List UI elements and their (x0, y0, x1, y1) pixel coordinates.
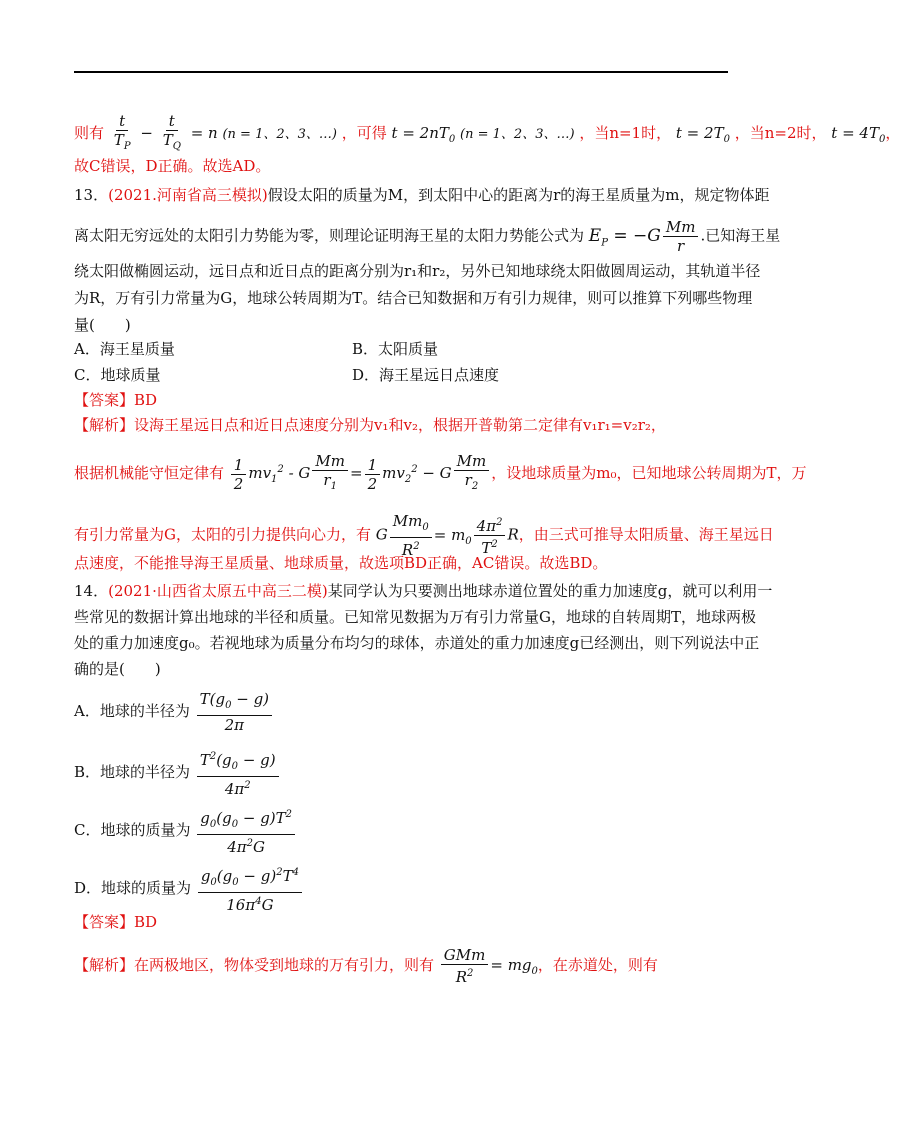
term-g: G (375, 525, 388, 544)
eq-mg0: = $mg_0$ (490, 956, 538, 977)
option-label: A．地球的半径为 (74, 702, 190, 720)
formula-a: $\frac{T(g_0 - g)}{2\pi}$ (197, 690, 272, 734)
q13-option-a[interactable]: A．海王星质量 (74, 340, 175, 358)
fraction-mm-r1: $\frac{Mm}{r_1}$ (312, 452, 348, 496)
continuation-line-2: 故C错误，D正确。故选AD。 (74, 157, 271, 175)
formula-d: $\frac{g_0(g_0 - g)^2T^4}{16\pi^4G}$ (198, 864, 302, 914)
question-source: (2021·山西省太原五中高三二模) (108, 582, 328, 600)
q14-option-c[interactable] (74, 806, 734, 856)
header-rule (74, 71, 728, 73)
q14-option-b[interactable] (74, 748, 734, 798)
fraction-half: $\frac{1}{2}$ (365, 456, 381, 493)
q14-line-2: 些常见的数据计算出地球的半径和质量。已知常见数据为万有引力常量G，地球的自转周期T，地球两极 (74, 608, 756, 626)
q13-line-3: 绕太阳做椭圆运动，远日点和近日点的距离分别为r₁和r₂，另外已知地球绕太阳做圆周运动，其轨道半径 (74, 262, 761, 280)
option-label: D．地球的质量为 (74, 879, 192, 897)
q13-line-1 (74, 184, 770, 206)
eq-n: = n (190, 124, 218, 142)
q13-analysis-4: 点速度，不能推导海王星质量、地球质量，故选项BD正确，AC错误。故选BD。 (74, 554, 608, 572)
q13-option-b[interactable]: B．太阳质量 (352, 340, 439, 358)
q14-analysis (74, 946, 734, 986)
option-label: C．地球的质量为 (74, 821, 191, 839)
q14-answer: 【答案】BD (74, 913, 158, 931)
text: 根据机械能守恒定律有 (74, 464, 225, 482)
n-range: (n = 1、2、3、…) (222, 127, 337, 142)
text: 离太阳无穷远处的太阳引力势能为零，则理论证明海王星的太阳力势能公式为 (74, 226, 585, 245)
q13-line-5: 量( ) (74, 316, 131, 334)
text: 假设太阳的质量为M，到太阳中心的距离为r的海王星质量为m，规定物体距 (267, 186, 770, 204)
eq-t-2t0: $t = 2T_0$ (675, 124, 730, 145)
eq-t-2nt0: $t = 2nT_0$ (391, 124, 456, 145)
question-source: (2021.河南省高三模拟) (108, 186, 268, 204)
q13-answer: 【答案】BD (74, 391, 158, 409)
q13-analysis-2 (74, 452, 807, 496)
text: 则有 (74, 124, 105, 142)
fraction-mm-r2: $\frac{Mm}{r_2}$ (454, 452, 490, 496)
term: $mv_1^2$ - G (248, 464, 311, 485)
fraction-t-over-tp: $\frac{t}{T_P}$ (113, 112, 131, 152)
fraction-mm-over-r: $\frac{Mm}{r}$ (663, 218, 699, 255)
question-number: 14． (74, 582, 109, 600)
text: 某同学认为只要测出地球赤道位置处的重力加速度g，就可以利用一 (327, 582, 773, 600)
text: ，在赤道处，则有 (537, 956, 658, 974)
term: $mv_2^2 - G$ (382, 464, 452, 485)
eq-t-4t0: $t = 4T_0$ (831, 124, 886, 145)
fraction-t-over-tq: $\frac{t}{T_Q}$ (162, 112, 181, 152)
q14-option-d[interactable] (74, 864, 734, 914)
fraction-half: $\frac{1}{2}$ (231, 456, 247, 493)
text: 【解析】在两极地区，物体受到地球的万有引力，则有 (74, 956, 435, 974)
q13-option-c[interactable]: C．地球质量 (74, 366, 161, 384)
n-range-2: (n = 1、2、3、…) (460, 127, 575, 142)
question-number: 13． (74, 186, 109, 204)
text: 有引力常量为G，太阳的引力提供向心力，有 (74, 525, 371, 544)
q14-line-1 (74, 580, 773, 602)
minus: − (140, 124, 153, 142)
formula-b: $\frac{T^2(g_0 - g)}{4\pi^2}$ (197, 748, 279, 798)
potential-energy-formula: $E_P = -G$ (588, 225, 661, 248)
text: ，由三式可推导太阳质量、海王星远日 (518, 525, 774, 544)
text: ，可得 (341, 124, 387, 142)
q13-line-4: 为R，万有引力常量为G，地球公转周期为T。结合已知数据和万有引力规律，则可以推算下列哪些物理 (74, 289, 753, 307)
q14-line-4: 确的是( ) (74, 660, 161, 678)
q14-line-3: 处的重力加速度g₀。若视地球为质量分布均匀的球体，赤道处的重力加速度g已经测出，则下列说法中正 (74, 634, 760, 652)
formula-c: $\frac{g_0(g_0 - g)T^2}{4\pi^2G}$ (197, 806, 295, 856)
q14-option-a[interactable] (74, 690, 734, 734)
text: ，设地球质量为m₀，已知地球公转周期为T，万 (491, 464, 807, 482)
fraction-mm0-r2: $\frac{Mm_0}{R^2}$ (390, 512, 432, 559)
fraction-4pi2-t2: $\frac{4\pi^2}{T^2}$ (474, 514, 506, 557)
fraction-gmm-r2: $\frac{\text{GMm}}{R^2}$ (441, 946, 489, 986)
q13-option-d[interactable]: D．海王星远日点速度 (352, 366, 500, 384)
text: ，当n=1时， (579, 124, 672, 142)
q13-analysis-1: 【解析】设海王星远日点和近日点速度分别为v₁和v₂，根据开普勒第二定律有v₁r₁=v₂r₂， (74, 416, 666, 434)
eq: = $m_0$ (433, 525, 472, 547)
continuation-line-1: 则有 $\frac{t}{T_P}$ − $\frac{t}{T_Q}$ = n (n = 1、2、3、…) ，可得 $t = 2nT_0$ (n = 1、2、3、…) ，当n=1时， $t = 2T_0$ ，当n=2时， $t = 4T_0$， (74, 112, 734, 156)
term-r: R (507, 525, 519, 544)
eq: = (349, 464, 363, 482)
q13-line-2 (74, 218, 781, 255)
text: .已知海王星 (700, 226, 781, 245)
text: ，当n=2时， (734, 124, 827, 142)
option-label: B．地球的半径为 (74, 763, 191, 781)
